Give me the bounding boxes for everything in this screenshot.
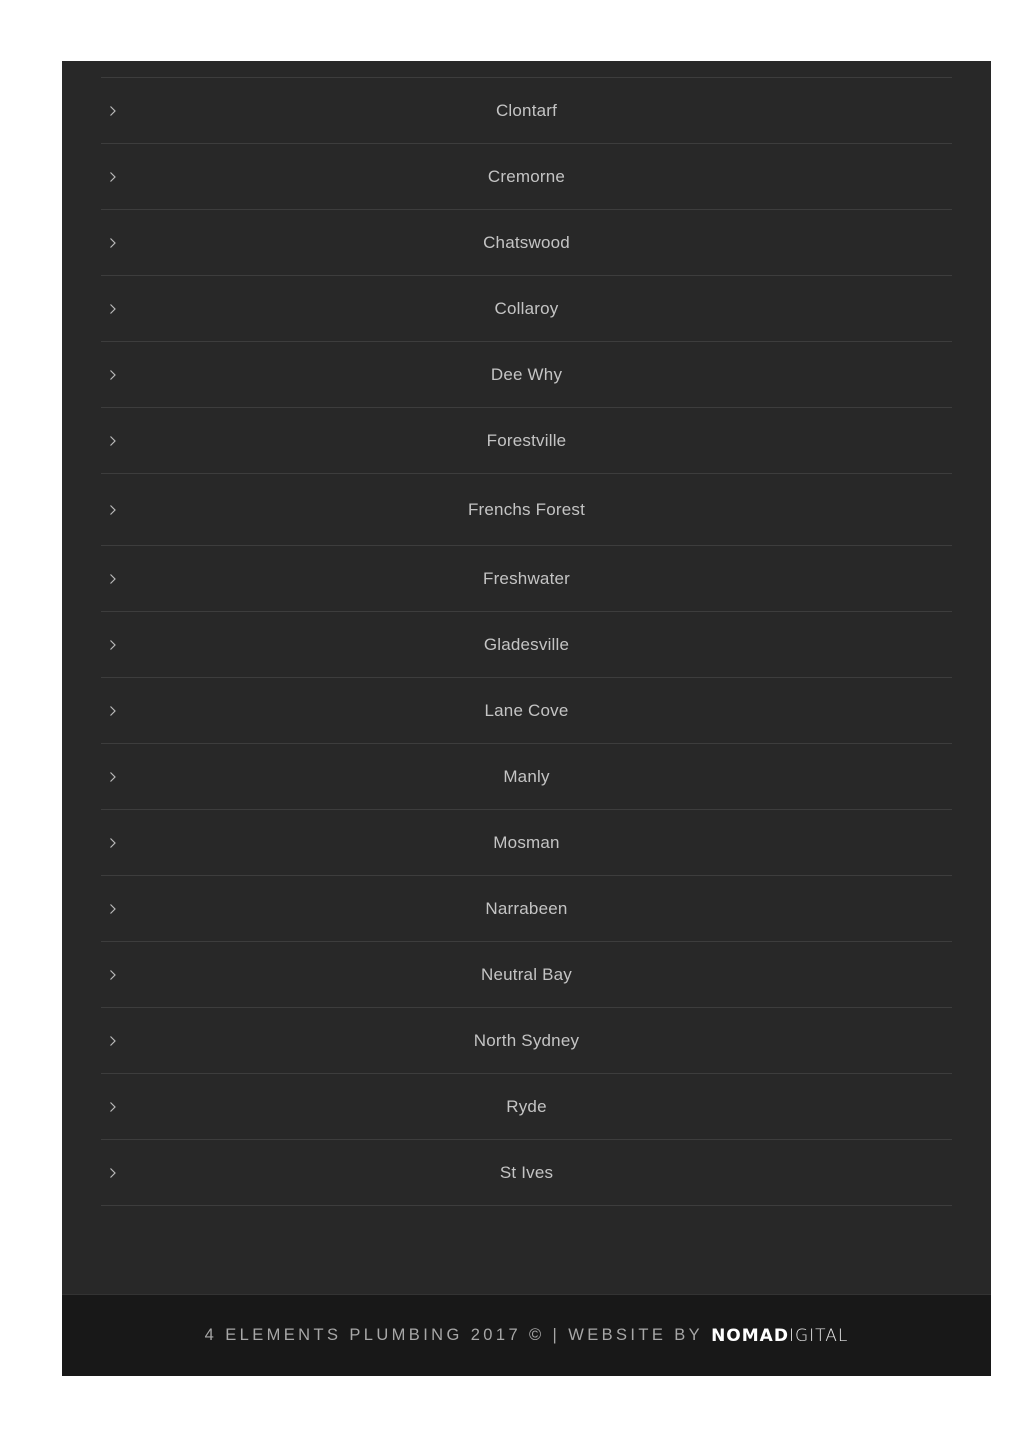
area-link[interactable]: St Ives bbox=[499, 1162, 554, 1182]
area-item[interactable] bbox=[101, 210, 952, 276]
agency-logo-link[interactable] bbox=[711, 1326, 848, 1346]
area-link[interactable]: North Sydney bbox=[473, 1030, 580, 1050]
site-footer bbox=[62, 1294, 991, 1376]
area-item[interactable] bbox=[101, 678, 952, 744]
area-item[interactable] bbox=[101, 810, 952, 876]
area-item[interactable] bbox=[101, 276, 952, 342]
area-item[interactable] bbox=[101, 612, 952, 678]
area-item[interactable] bbox=[101, 1074, 952, 1140]
service-areas-panel bbox=[62, 61, 991, 1375]
area-link[interactable]: Forestville bbox=[486, 430, 567, 450]
area-link[interactable]: Freshwater bbox=[482, 568, 571, 588]
area-item[interactable] bbox=[101, 744, 952, 810]
area-link[interactable]: Collaroy bbox=[494, 298, 559, 318]
agency-logo-bold: NOMAD bbox=[711, 1325, 789, 1346]
area-item[interactable] bbox=[101, 876, 952, 942]
area-link[interactable]: Frenchs Forest bbox=[467, 499, 586, 519]
area-item[interactable] bbox=[101, 78, 952, 144]
area-link[interactable]: Chatswood bbox=[483, 232, 570, 252]
area-item[interactable] bbox=[101, 144, 952, 210]
area-link[interactable]: Cremorne bbox=[487, 166, 566, 186]
area-link[interactable]: Ryde bbox=[506, 1096, 547, 1116]
area-item[interactable] bbox=[101, 474, 952, 546]
area-link[interactable]: Mosman bbox=[493, 832, 560, 852]
footer-copyright: 4 ELEMENTS PLUMBING 2017 © | WEBSITE BY bbox=[204, 1326, 704, 1344]
area-item[interactable] bbox=[101, 546, 952, 612]
area-item[interactable] bbox=[101, 408, 952, 474]
area-link[interactable]: Lane Cove bbox=[484, 700, 569, 720]
area-link[interactable]: Narrabeen bbox=[485, 898, 568, 918]
area-item[interactable] bbox=[101, 942, 952, 1008]
area-item[interactable] bbox=[101, 342, 952, 408]
agency-logo-light: IGITAL bbox=[788, 1325, 849, 1346]
service-area-list bbox=[101, 77, 952, 1206]
area-link[interactable]: Dee Why bbox=[490, 364, 563, 384]
area-link[interactable]: Neutral Bay bbox=[480, 964, 573, 984]
area-item[interactable] bbox=[101, 1140, 952, 1206]
area-item[interactable] bbox=[101, 1008, 952, 1074]
area-link[interactable]: Manly bbox=[503, 766, 550, 786]
area-link[interactable]: Gladesville bbox=[483, 634, 570, 654]
area-link[interactable]: Clontarf bbox=[495, 100, 558, 120]
